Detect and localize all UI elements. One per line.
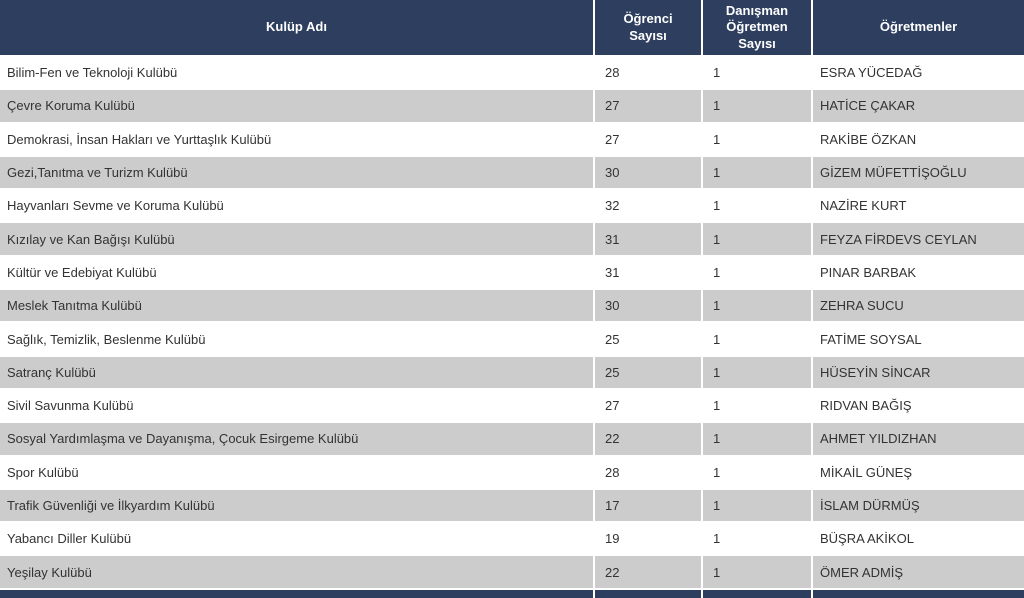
table-row	[0, 256, 1024, 289]
club-cell: Hayvanları Sevme ve Koruma Kulübü	[0, 189, 594, 222]
footer-cell	[0, 589, 594, 598]
footer-bar	[0, 589, 1024, 598]
teachers-cell: FEYZA FİRDEVS CEYLAN	[812, 222, 1024, 255]
club-cell: Bilim-Fen ve Teknoloji Kulübü	[0, 56, 594, 89]
table-row	[0, 123, 1024, 156]
students-cell: 27	[594, 389, 702, 422]
club-cell: Trafik Güvenliği ve İlkyardım Kulübü	[0, 489, 594, 522]
table-row	[0, 322, 1024, 355]
advisors-cell: 1	[702, 322, 812, 355]
students-cell: 32	[594, 189, 702, 222]
teachers-cell: FATİME SOYSAL	[812, 322, 1024, 355]
column-header-teachers-label: Öğretmenler	[879, 19, 958, 35]
header-row	[0, 0, 1024, 56]
students-cell: 30	[594, 289, 702, 322]
club-cell: Spor Kulübü	[0, 456, 594, 489]
advisors-cell: 1	[702, 356, 812, 389]
advisors-cell: 1	[702, 489, 812, 522]
students-cell: 17	[594, 489, 702, 522]
teachers-cell: MİKAİL GÜNEŞ	[812, 456, 1024, 489]
table-row	[0, 289, 1024, 322]
teachers-cell: İSLAM DÜRMÜŞ	[812, 489, 1024, 522]
teachers-cell: HATİCE ÇAKAR	[812, 89, 1024, 122]
club-cell: Kızılay ve Kan Bağışı Kulübü	[0, 222, 594, 255]
column-header-advisors	[702, 0, 812, 56]
students-cell: 31	[594, 256, 702, 289]
teachers-cell: GİZEM MÜFETTİŞOĞLU	[812, 156, 1024, 189]
column-header-students-label: Öğrenci Sayısı	[623, 11, 673, 43]
table-row	[0, 156, 1024, 189]
club-cell: Satranç Kulübü	[0, 356, 594, 389]
table-row	[0, 89, 1024, 122]
club-cell: Demokrasi, İnsan Hakları ve Yurttaşlık Kulübü	[0, 123, 594, 156]
teachers-cell: HÜSEYİN SİNCAR	[812, 356, 1024, 389]
club-table-body	[0, 56, 1024, 589]
column-header-teachers	[812, 0, 1024, 56]
students-cell: 27	[594, 123, 702, 156]
advisors-cell: 1	[702, 189, 812, 222]
footer-cell	[594, 589, 702, 598]
teachers-cell: BÜŞRA AKİKOL	[812, 522, 1024, 555]
table-row	[0, 389, 1024, 422]
table-row	[0, 489, 1024, 522]
club-cell: Sağlık, Temizlik, Beslenme Kulübü	[0, 322, 594, 355]
club-cell: Gezi,Tanıtma ve Turizm Kulübü	[0, 156, 594, 189]
column-header-students	[594, 0, 702, 56]
table-row	[0, 56, 1024, 89]
footer-cell	[812, 589, 1024, 598]
teachers-cell: AHMET YILDIZHAN	[812, 422, 1024, 455]
column-header-advisors-label: Danışman Öğretmen Sayısı	[725, 3, 789, 51]
table-row	[0, 189, 1024, 222]
advisors-cell: 1	[702, 222, 812, 255]
students-cell: 19	[594, 522, 702, 555]
footer-cell	[702, 589, 812, 598]
club-table-header	[0, 0, 1024, 56]
advisors-cell: 1	[702, 389, 812, 422]
students-cell: 30	[594, 156, 702, 189]
students-cell: 27	[594, 89, 702, 122]
advisors-cell: 1	[702, 123, 812, 156]
students-cell: 28	[594, 56, 702, 89]
table-row	[0, 555, 1024, 588]
club-cell: Yabancı Diller Kulübü	[0, 522, 594, 555]
students-cell: 31	[594, 222, 702, 255]
table-row	[0, 422, 1024, 455]
club-cell: Sivil Savunma Kulübü	[0, 389, 594, 422]
table-row	[0, 456, 1024, 489]
teachers-cell: ÖMER ADMİŞ	[812, 555, 1024, 588]
advisors-cell: 1	[702, 456, 812, 489]
students-cell: 28	[594, 456, 702, 489]
club-cell: Sosyal Yardımlaşma ve Dayanışma, Çocuk Esirgeme Kulübü	[0, 422, 594, 455]
students-cell: 22	[594, 555, 702, 588]
column-header-club	[0, 0, 594, 56]
advisors-cell: 1	[702, 156, 812, 189]
teachers-cell: RIDVAN BAĞIŞ	[812, 389, 1024, 422]
advisors-cell: 1	[702, 256, 812, 289]
teachers-cell: ESRA YÜCEDAĞ	[812, 56, 1024, 89]
club-table-footer	[0, 589, 1024, 598]
advisors-cell: 1	[702, 422, 812, 455]
students-cell: 25	[594, 356, 702, 389]
table-row	[0, 222, 1024, 255]
advisors-cell: 1	[702, 56, 812, 89]
students-cell: 25	[594, 322, 702, 355]
club-cell: Meslek Tanıtma Kulübü	[0, 289, 594, 322]
advisors-cell: 1	[702, 522, 812, 555]
club-cell: Kültür ve Edebiyat Kulübü	[0, 256, 594, 289]
club-cell: Çevre Koruma Kulübü	[0, 89, 594, 122]
table-row	[0, 356, 1024, 389]
advisors-cell: 1	[702, 289, 812, 322]
teachers-cell: ZEHRA SUCU	[812, 289, 1024, 322]
advisors-cell: 1	[702, 555, 812, 588]
column-header-club-label: Kulüp Adı	[266, 19, 327, 35]
teachers-cell: NAZİRE KURT	[812, 189, 1024, 222]
teachers-cell: PINAR BARBAK	[812, 256, 1024, 289]
club-cell: Yeşilay Kulübü	[0, 555, 594, 588]
students-cell: 22	[594, 422, 702, 455]
table-row	[0, 522, 1024, 555]
advisors-cell: 1	[702, 89, 812, 122]
teachers-cell: RAKİBE ÖZKAN	[812, 123, 1024, 156]
